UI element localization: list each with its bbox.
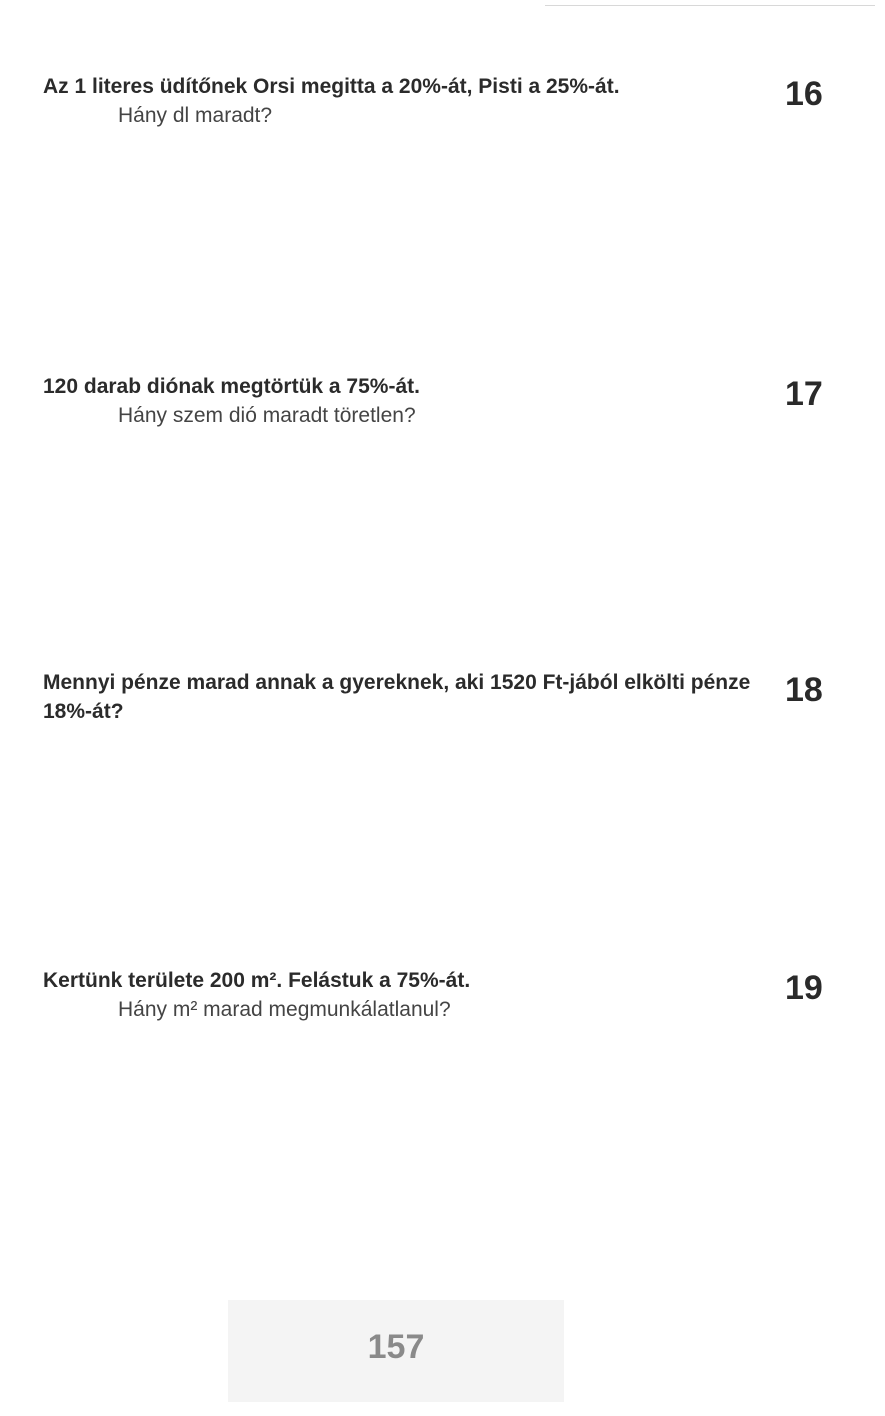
question-main: Mennyi pénze marad annak a gyereknek, aki 1520 Ft-jából elkölti pénze 18%-át? [43,671,751,723]
question-main: 120 darab diónak megtörtük a 75%-át. [43,375,420,398]
page-number-box [228,1300,564,1402]
top-rule [545,5,875,6]
exercise-number: 18 [785,671,823,709]
exercise-text [43,668,753,726]
page-number: 157 [367,1328,425,1366]
question-main: Kertünk területe 200 m². Felástuk a 75%-át. [43,969,471,992]
exercise-number: 19 [785,969,823,1007]
question-sub: Hány m² marad megmunkálatlanul? [118,998,451,1021]
question-sub: Hány szem dió maradt töretlen? [118,404,416,427]
exercise-number: 16 [785,75,823,113]
question-sub: Hány dl maradt? [118,104,273,127]
question-main: Az 1 literes üdítőnek Orsi megitta a 20%-át, Pisti a 25%-át. [43,75,620,98]
exercise-text [43,372,753,430]
exercise-text [43,72,753,130]
exercise-text [43,966,753,1024]
exercise-number: 17 [785,375,823,413]
